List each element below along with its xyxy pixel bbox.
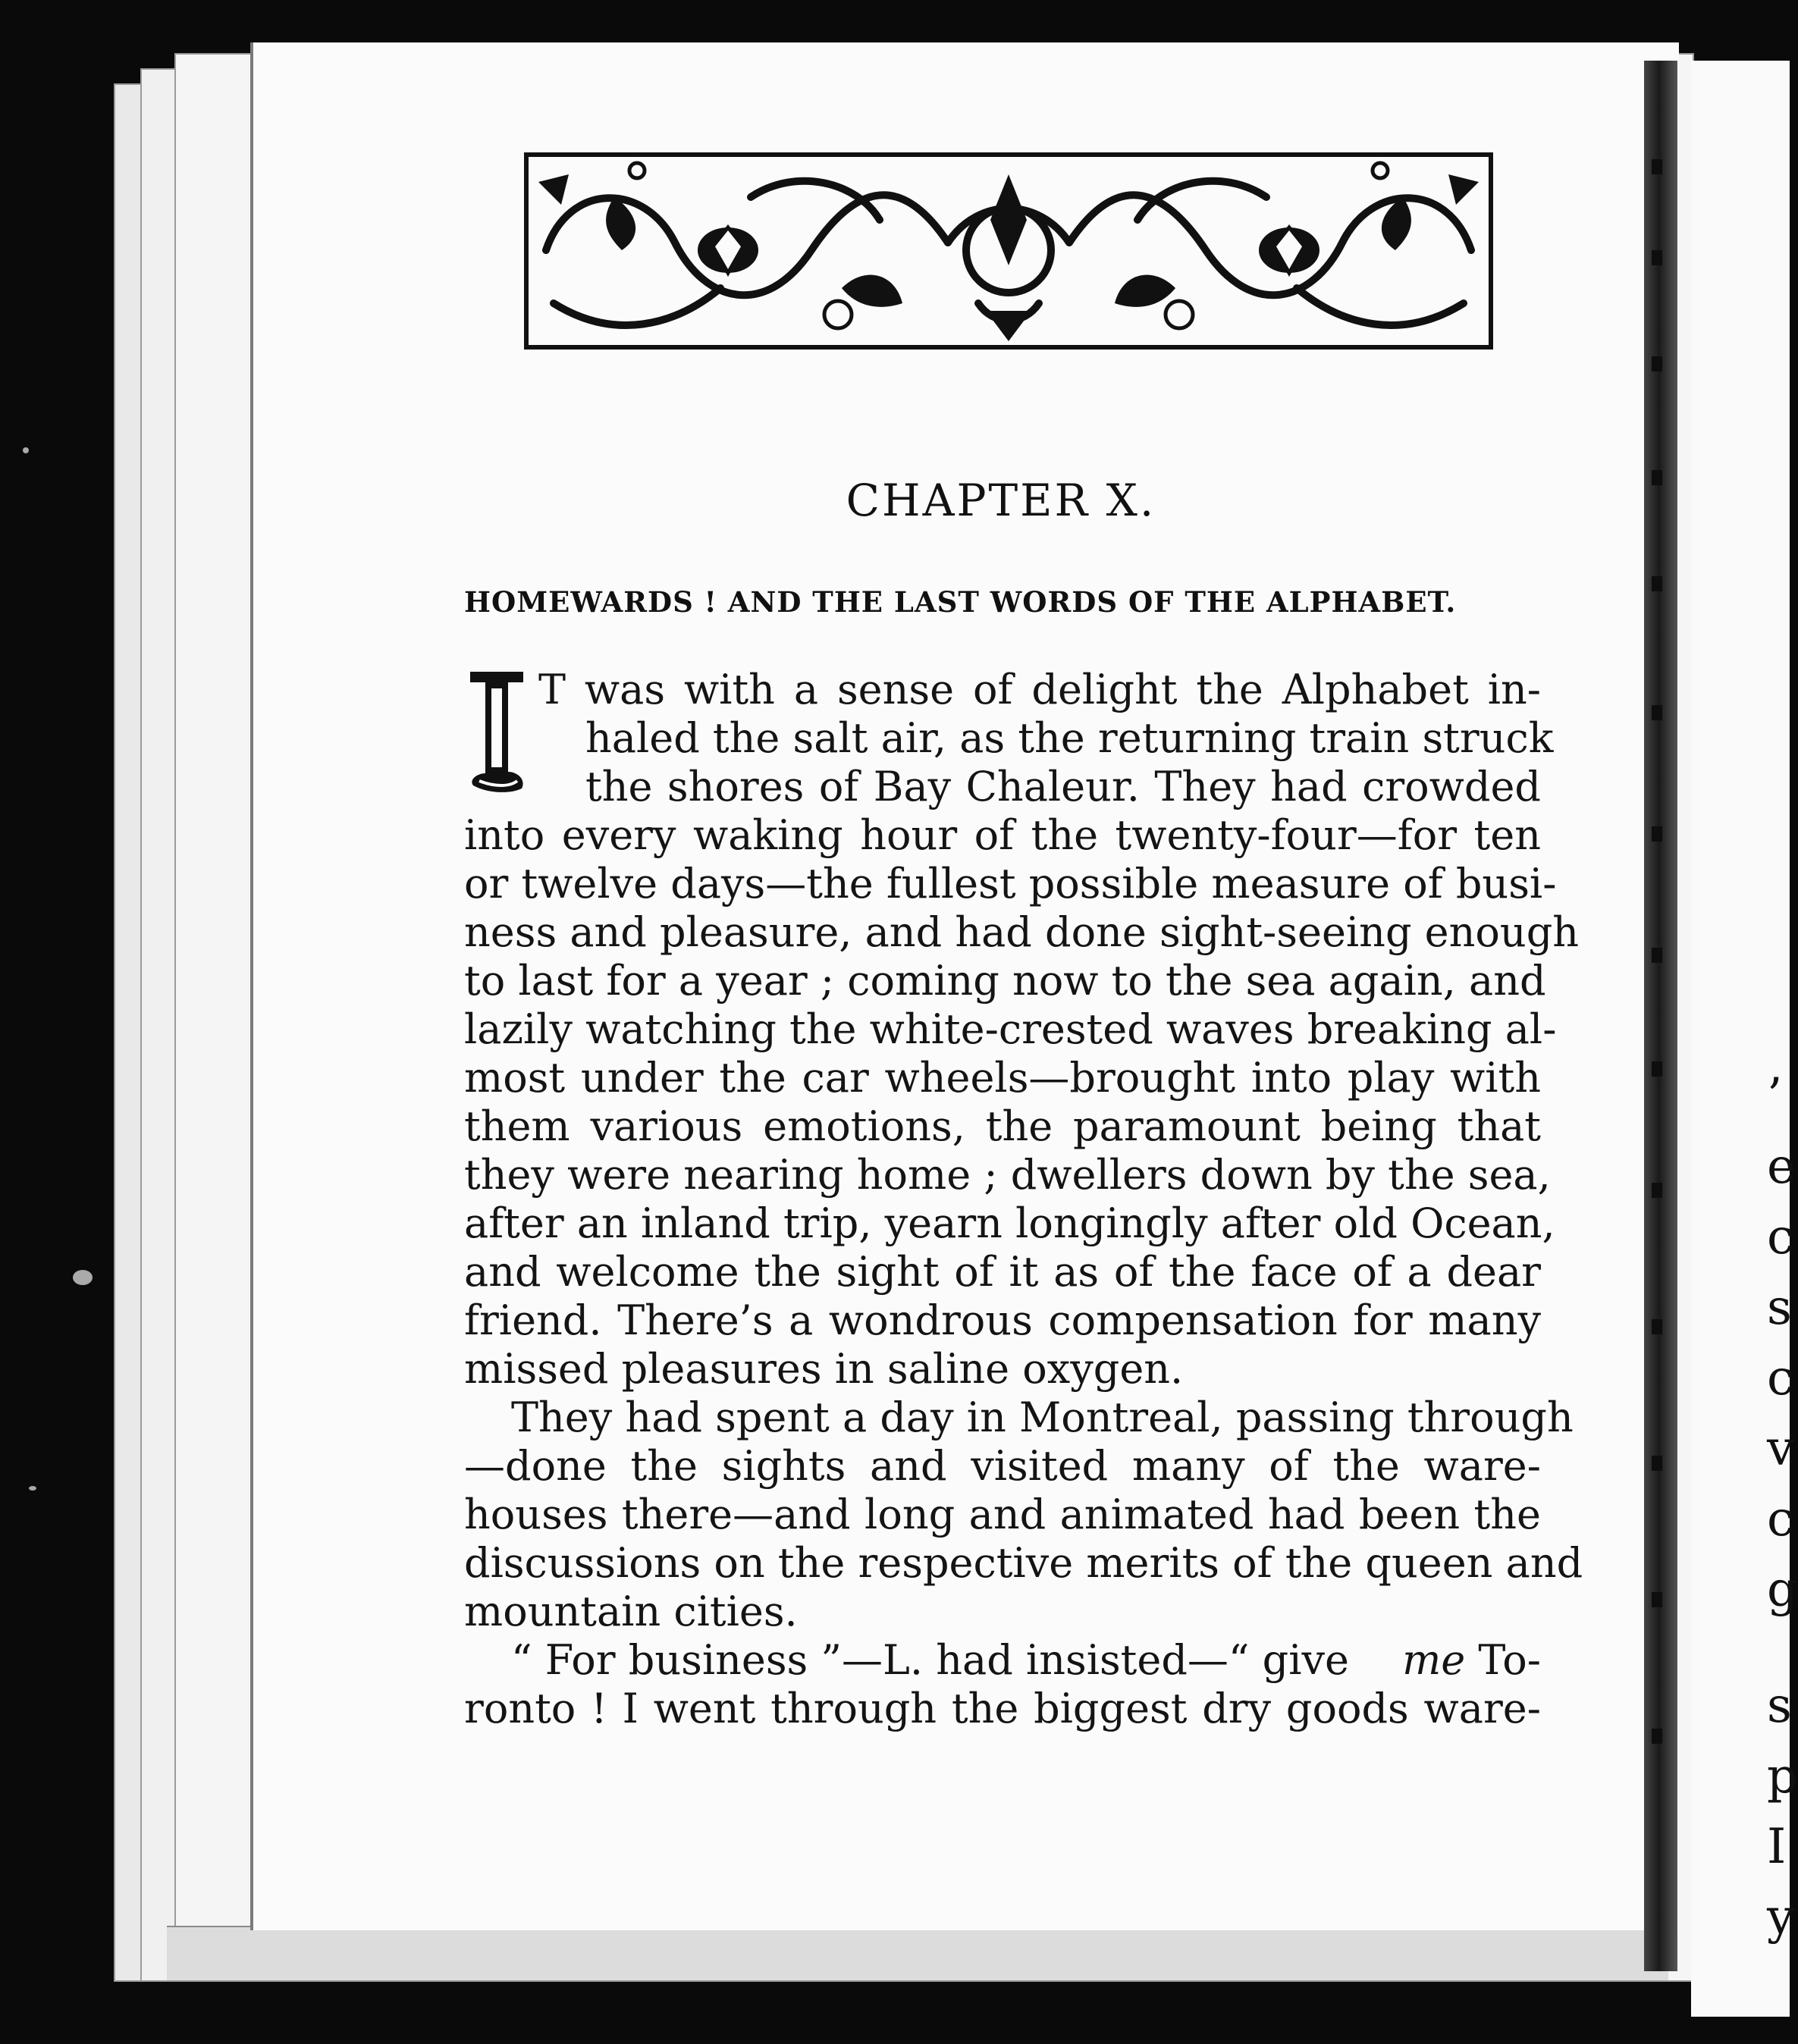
stitch-mark [1652,1061,1662,1077]
text-line: the shores of Bay Chaleur. They had crowded [585,763,1541,810]
stitch-mark [1652,948,1662,963]
stitch-mark [1652,705,1662,720]
facing-letter: p [1767,1748,1798,1804]
facing-letter: ’ [1767,1068,1783,1124]
stitch-mark [1652,1183,1662,1198]
facing-letter: c [1767,1491,1794,1547]
text-line: discussions on the respective merits of the queen and [464,1539,1583,1587]
text-line: them various emotions, the paramount being that [464,1102,1541,1150]
facing-letter: g [1767,1562,1798,1618]
chapter-subtitle: HOMEWARDS ! AND THE LAST WORDS OF THE ALPHABET. [464,585,1457,619]
text-line: friend. There’s a wondrous compensation for many [464,1296,1541,1344]
facing-letter: c [1767,1209,1794,1265]
facing-letter: s [1767,1678,1792,1734]
chapter-heading: CHAPTER X. [846,475,1156,526]
stitch-mark [1652,1592,1662,1607]
stitch-mark [1652,826,1662,842]
facing-letter: s [1767,1280,1792,1336]
text-line: lazily watching the white-crested waves breaking al- [464,1005,1557,1053]
facing-letter: e [1767,1139,1796,1195]
stitch-mark [1652,1456,1662,1471]
page-bottom-edge [167,1926,1668,1980]
book-gutter [1644,61,1677,1971]
facing-letter: v [1767,1421,1795,1477]
stitch-mark [1652,1729,1662,1744]
scan-speck [29,1486,36,1491]
stitch-mark [1652,356,1662,371]
text-line: haled the salt air, as the returning train struck [585,714,1554,762]
text-line: after an inland trip, yearn longingly after old Ocean, [464,1199,1555,1247]
text-line: ness and pleasure, and had done sight-seeing enough [464,908,1580,956]
text-line: most under the car wheels—brought into play with [464,1054,1541,1102]
text-line: ronto ! I went through the biggest dry goods ware- [464,1685,1541,1732]
text-fragment-italic: me [1402,1636,1466,1684]
text-line: into every waking hour of the twenty-four—for ten [464,811,1541,859]
text-line: T was with a sense of delight the Alphabet in- [538,666,1541,713]
text-line: or twelve days—the fullest possible measure of busi- [464,860,1557,908]
facing-letter: y [1767,1889,1795,1945]
text-line: they were nearing home ; dwellers down by the sea, [464,1151,1551,1199]
facing-letter: I [1767,1819,1787,1875]
text-line: houses there—and long and animated had been the [464,1491,1541,1538]
text-fragment: “ For business ”—L. had insisted—“ give [511,1636,1363,1684]
floral-headpiece-ornament [523,152,1494,350]
text-line: missed pleasures in saline oxygen. [464,1345,1184,1393]
facing-letter: c [1767,1350,1794,1406]
facing-page-text [1767,1061,1797,1953]
stitch-mark [1652,576,1662,591]
stitch-mark [1652,250,1662,265]
stitch-mark [1652,1319,1662,1334]
text-line: They had spent a day in Montreal, passing through [511,1393,1574,1441]
scan-speck [23,447,29,453]
stitch-mark [1652,159,1662,174]
text-fragment: To- [1465,1636,1541,1684]
text-line [511,1636,1541,1685]
text-line: and welcome the sight of it as of the face of a dear [464,1248,1541,1296]
text-line: to last for a year ; coming now to the sea again, and [464,957,1546,1005]
text-line: —done the sights and visited many of the ware- [464,1442,1541,1490]
text-line: mountain cities. [464,1588,798,1635]
scan-speck [73,1270,93,1285]
body-text [464,666,1583,1773]
